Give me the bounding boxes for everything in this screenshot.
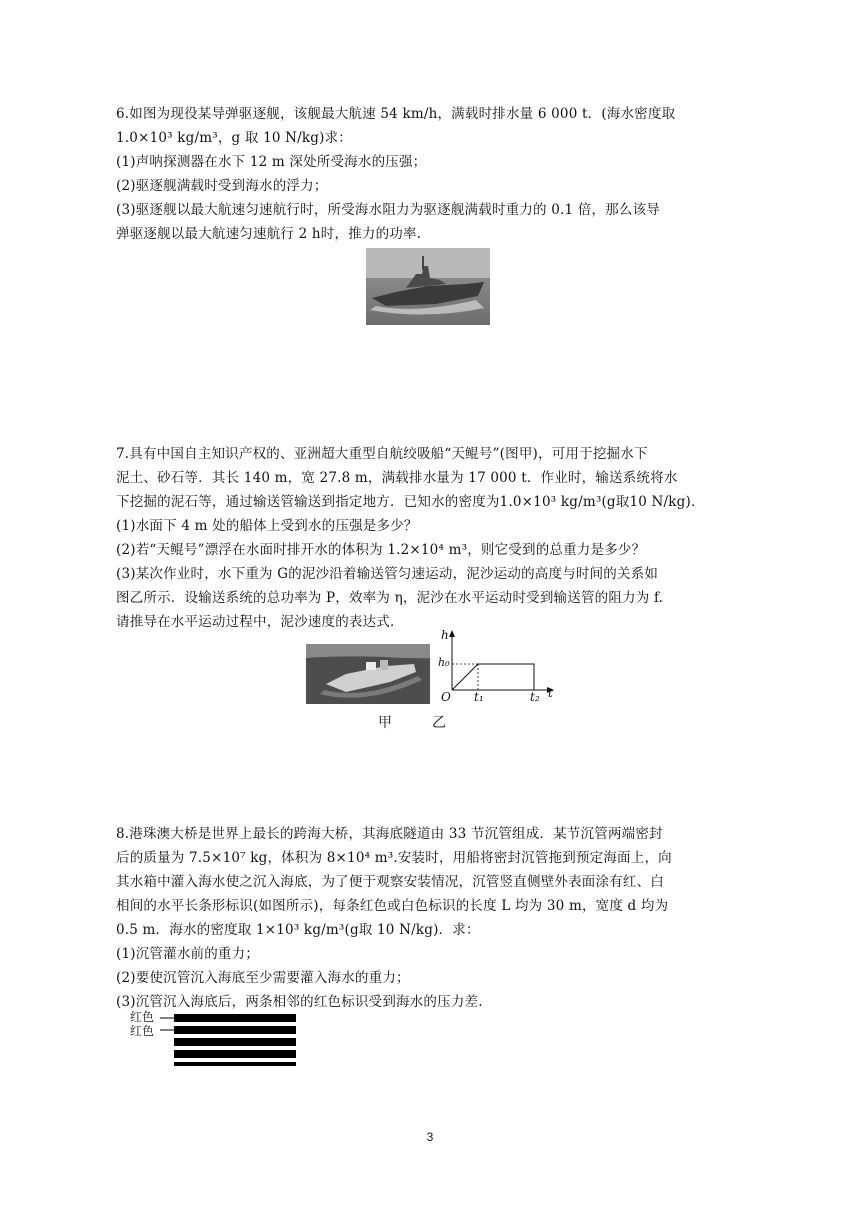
y-axis-arrow-icon — [449, 630, 455, 637]
q6-line-4: (2)驱逐舰满载时受到海水的浮力； — [116, 178, 328, 194]
q7-line-8: 请推导在水平运动过程中，泥沙速度的表达式． — [116, 614, 404, 630]
q7-line-5: (2)若“天鲲号”漂浮在水面时排开水的体积为 1.2×10⁴ m³，则它受到的总重力是多少？ — [116, 542, 646, 558]
q6-line-6: 弹驱逐舰以最大航速匀速航行 2 h时，推力的功率. — [116, 226, 422, 242]
q8-line-4: 相间的水平长条形标识(如图所示)，每条红色或白色标识的长度 L 均为 30 m，宽度 d 均为 — [116, 898, 669, 914]
white-stripe-1 — [174, 1022, 296, 1026]
q6-line-2: 1.0×10³ kg/m³，g 取 10 N/kg)求： — [116, 130, 352, 146]
white-stripe-2 — [174, 1034, 296, 1038]
white-stripe-4 — [174, 1058, 296, 1062]
q8-line-8: (3)沉管沉入海底后，两条相邻的红色标识受到海水的压力差. — [116, 994, 483, 1010]
q8-line-5: 0.5 m．海水的密度取 1×10³ kg/m³(g取 10 N/kg)．求： — [116, 922, 480, 938]
q8-line-1: 8.港珠澳大桥是世界上最长的跨海大桥，其海底隧道由 33 节沉管组成．某节沉管两端密封 — [116, 826, 663, 842]
q8-line-2: 后的质量为 7.5×10⁷ kg，体积为 8×10⁴ m³.安装时，用船将密封沉管拖到预定海面上，向 — [116, 850, 672, 866]
graph-curve — [452, 664, 534, 690]
caption-jia: 甲 — [378, 715, 392, 731]
q7-line-2: 泥土、砂石等．其长 140 m，宽 27.8 m，满载排水量为 17 000 t．作业时，输送系统将水 — [116, 470, 678, 486]
q6-line-5: (3)驱逐舰以最大航速匀速航行时，所受海水阻力为驱逐舰满载时重力的 0.1 倍，那么该导 — [116, 202, 660, 218]
graph-label-t: t — [548, 686, 553, 700]
q7-line-4: (1)水面下 4 m 处的船体上受到水的压强是多少？ — [116, 518, 418, 534]
label-red-2: 红色 — [130, 1024, 155, 1038]
dredger-ship-photo — [306, 644, 430, 704]
height-time-graph — [436, 628, 566, 708]
q6-line-3: (1)声呐探测器在水下 12 m 深处所受海水的压强； — [116, 154, 427, 170]
q8-line-7: (2)要使沉管沉入海底至少需要灌入海水的重力； — [116, 970, 410, 986]
graph-label-t1: t₁ — [474, 690, 484, 704]
white-stripe-3 — [174, 1046, 296, 1050]
q7-line-6: (3)某次作业时，水下重为 G的泥沙沿着输送管匀速运动，泥沙运动的高度与时间的关系如 — [116, 566, 659, 582]
destroyer-photo — [366, 248, 490, 325]
graph-label-t2: t₂ — [530, 690, 540, 704]
caption-yi: 乙 — [432, 715, 446, 731]
graph-label-h: h — [441, 628, 449, 642]
q8-line-3: 其水箱中灌入海水使之沉入海底，为了便于观察安装情况，沉管竖直侧壁外表面涂有红、白 — [116, 874, 664, 890]
q7-line-1: 7.具有中国自主知识产权的、亚洲超大重型自航绞吸船“天鲲号”(图甲)，可用于挖掘水下 — [116, 446, 648, 462]
q6-line-1: 6.如图为现役某导弹驱逐舰，该舰最大航速 54 km/h，满载时排水量 6 000 t．(海水密度取 — [116, 106, 676, 122]
graph-label-origin: O — [441, 690, 451, 704]
q8-line-6: (1)沉管灌水前的重力； — [116, 946, 260, 962]
q7-line-3: 下挖掘的泥石等，通过输送管输送到指定地方．已知水的密度为1.0×10³ kg/m³(g取10 N/kg)． — [116, 494, 705, 510]
graph-label-h0: h₀ — [438, 656, 450, 669]
stripe-marking-figure — [160, 1014, 300, 1068]
page-number: 3 — [426, 1130, 434, 1144]
q7-line-7: 图乙所示．设输送系统的总功率为 P，效率为 η，泥沙在水平运动时受到输送管的阻力为 f. — [116, 590, 664, 606]
label-red-1: 红色 — [130, 1010, 155, 1024]
